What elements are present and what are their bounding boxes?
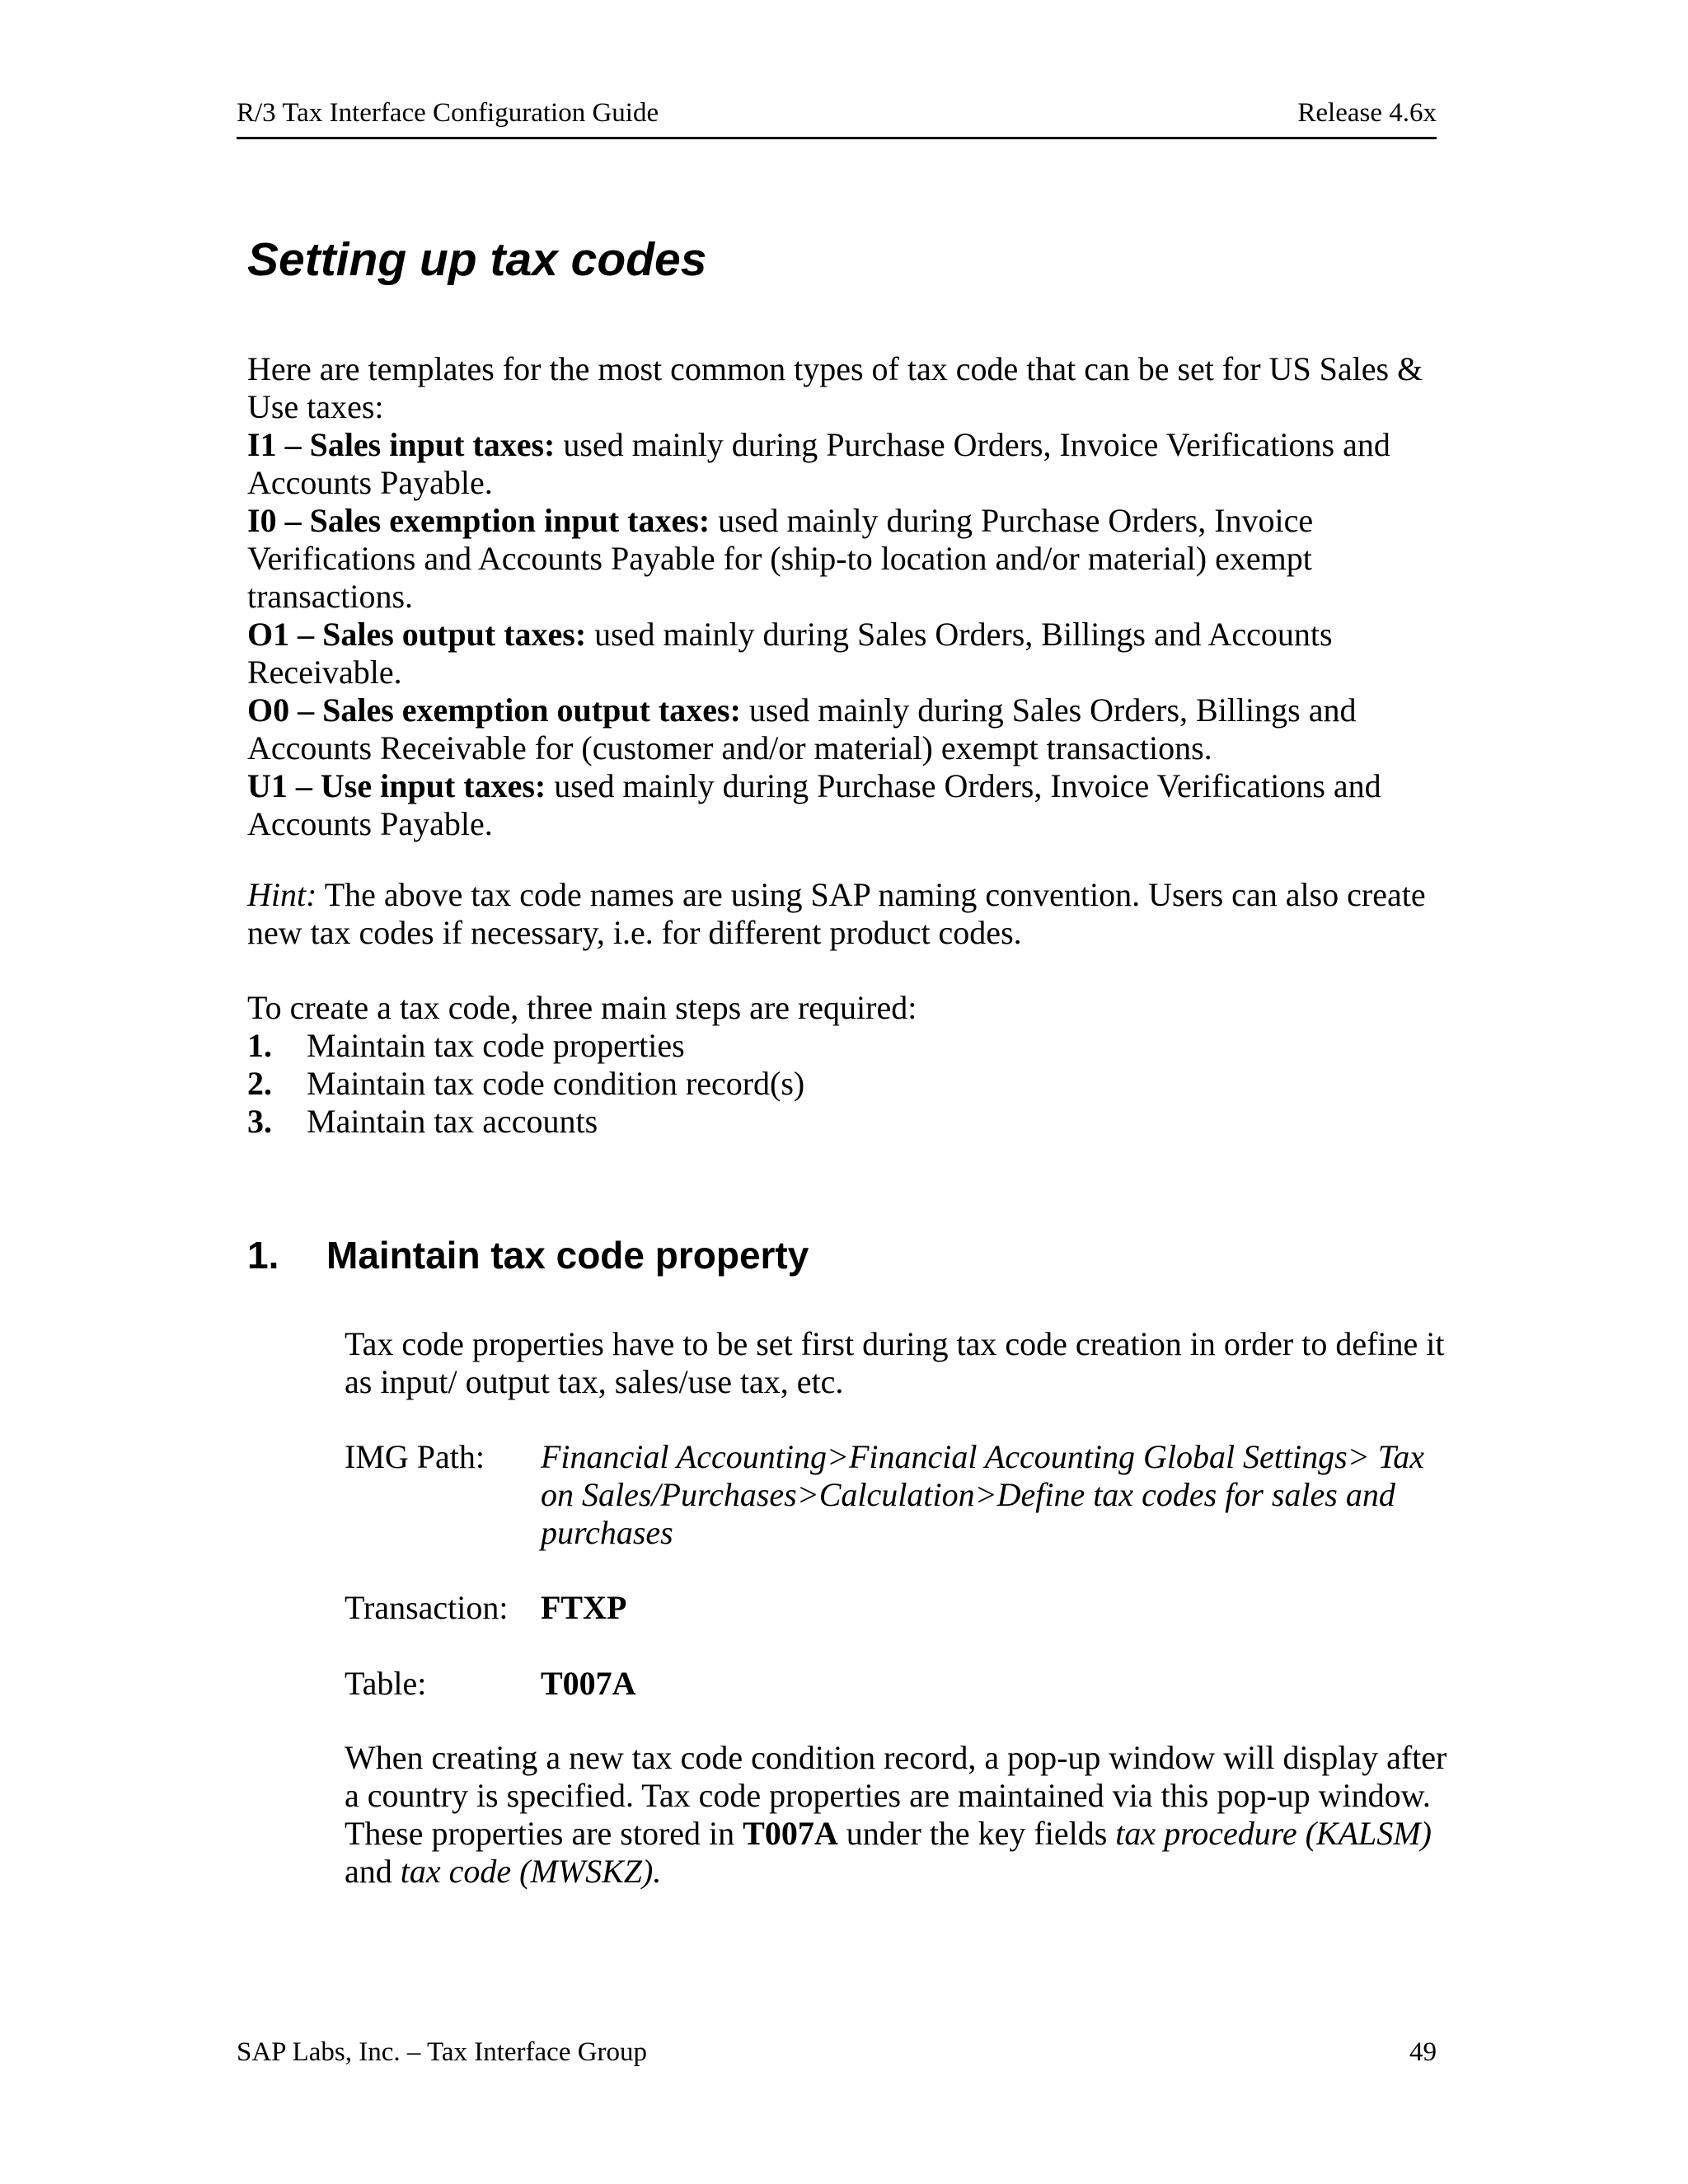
steps-block xyxy=(247,989,1451,1141)
intro-block xyxy=(247,350,1451,843)
intro-lead: Here are templates for the most common types of tax code that can be set for US Sales & Use taxes: xyxy=(247,350,1423,425)
section-description: Tax code properties have to be set first during tax code creation in order to define it as input/ output tax, sales/use tax, etc. xyxy=(345,1325,1445,1400)
step-number: 3. xyxy=(247,1103,272,1140)
tax-code-label: U1 – Use input taxes: xyxy=(247,767,546,804)
list-item xyxy=(247,1027,1451,1065)
table-name: T007A xyxy=(743,1815,838,1852)
transaction-row xyxy=(345,1589,1449,1627)
tax-code-text: used mainly during Purchase Orders, Invoice Verifications and Accounts Payable. xyxy=(247,426,1390,501)
key-field: tax procedure (KALSM) xyxy=(1115,1815,1432,1852)
tax-code-item xyxy=(247,691,1451,767)
closing-paragraph: When creating a new tax code condition record, a pop-up window will display after a country is specified. Tax code properties are maintained via this pop-up window. These properties are stored in T007A under the key fields tax procedure (KALSM) and tax code (MWSKZ). xyxy=(345,1739,1447,1890)
img-path-label: IMG Path: xyxy=(345,1438,485,1475)
tax-code-label: I1 – Sales input taxes: xyxy=(247,426,556,463)
hint-label: Hint: xyxy=(247,876,317,913)
tax-code-text: used mainly during Purchase Orders, Invoice Verifications and Accounts Payable for (ship-to location and/or material) exempt transactions. xyxy=(247,502,1314,615)
table-label: Table: xyxy=(345,1665,427,1702)
table-row xyxy=(345,1665,1449,1703)
page-header xyxy=(237,96,1437,129)
page-title: Setting up tax codes xyxy=(247,233,707,286)
tax-code-text: used mainly during Purchase Orders, Invoice Verifications and Accounts Payable. xyxy=(247,767,1381,842)
page-number: 49 xyxy=(1409,2037,1437,2067)
section-title: Maintain tax code property xyxy=(326,1234,809,1277)
footer-org: SAP Labs, Inc. – Tax Interface Group xyxy=(237,2037,648,2067)
transaction-value: FTXP xyxy=(541,1589,627,1626)
tax-code-text: used mainly during Sales Orders, Billings and Accounts Receivable. xyxy=(247,616,1333,691)
tax-code-text: used mainly during Sales Orders, Billings and Accounts Receivable for (customer and/or material) exempt transactions. xyxy=(247,691,1357,766)
step-text: Maintain tax code properties xyxy=(307,1027,685,1064)
tax-code-item xyxy=(247,767,1451,843)
section-heading xyxy=(247,1232,809,1278)
transaction-label: Transaction: xyxy=(345,1589,509,1626)
tax-code-label: I0 – Sales exemption input taxes: xyxy=(247,502,710,539)
tax-code-item xyxy=(247,426,1451,502)
tax-code-label: O0 – Sales exemption output taxes: xyxy=(247,691,741,729)
list-item xyxy=(247,1103,1451,1141)
step-text: Maintain tax accounts xyxy=(307,1103,598,1140)
steps-lead: To create a tax code, three main steps are required: xyxy=(247,989,917,1026)
list-item xyxy=(247,1065,1451,1103)
step-text: Maintain tax code condition record(s) xyxy=(307,1065,805,1102)
hint-paragraph xyxy=(247,876,1451,952)
step-number: 2. xyxy=(247,1065,272,1102)
hint-text: The above tax code names are using SAP naming convention. Users can also create new tax codes if necessary, i.e. for different product codes. xyxy=(247,876,1426,951)
step-number: 1. xyxy=(247,1027,272,1064)
img-path-value: Financial Accounting>Financial Accounting Global Settings> Tax on Sales/Purchases>Calculation>Define tax codes for sales and purchases xyxy=(541,1438,1425,1551)
page-footer xyxy=(237,2036,1437,2069)
section-number: 1. xyxy=(247,1234,279,1277)
header-rule xyxy=(237,137,1437,139)
tax-code-item xyxy=(247,616,1451,691)
img-path-row xyxy=(345,1438,1449,1552)
key-field: tax code (MWSKZ). xyxy=(400,1853,662,1890)
header-release: Release 4.6x xyxy=(1297,98,1437,128)
header-title: R/3 Tax Interface Configuration Guide xyxy=(237,98,659,128)
tax-code-label: O1 – Sales output taxes: xyxy=(247,616,587,653)
steps-list xyxy=(247,1027,1451,1141)
table-value: T007A xyxy=(541,1665,636,1702)
tax-code-item xyxy=(247,502,1451,616)
